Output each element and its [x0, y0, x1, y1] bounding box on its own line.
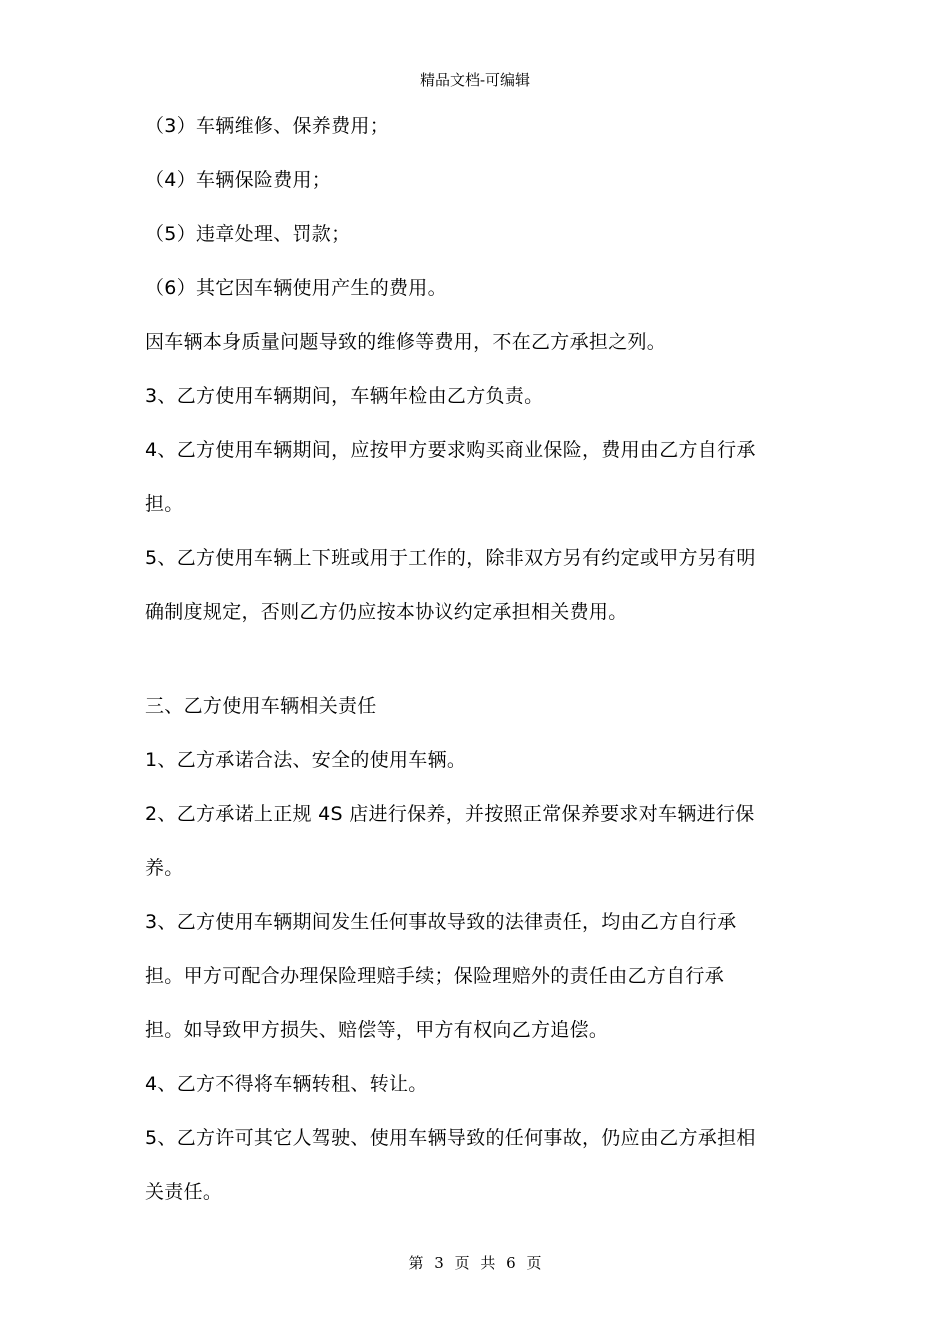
paragraph-line: 4、乙方不得将车辆转租、转让。 — [145, 1073, 428, 1095]
list-item: （3）车辆维修、保养费用； — [145, 115, 389, 137]
paragraph-line: 关责任。 — [145, 1181, 223, 1203]
list-item: （5）违章处理、罚款； — [145, 223, 351, 245]
page-number: 第 3 页 共 6 页 — [408, 1254, 542, 1272]
paragraph-line: 4、乙方使用车辆期间，应按甲方要求购买商业保险，费用由乙方自行承 — [145, 439, 756, 461]
paragraph-line: 担。甲方可配合办理保险理赔手续；保险理赔外的责任由乙方自行承 — [145, 965, 725, 987]
paragraph-line: 5、乙方许可其它人驾驶、使用车辆导致的任何事故，仍应由乙方承担相 — [145, 1127, 756, 1149]
paragraph-line: 因车辆本身质量问题导致的维修等费用，不在乙方承担之列。 — [145, 331, 667, 353]
page-header: 精品文档-可编辑 — [419, 71, 531, 89]
list-item: （4）车辆保险费用； — [145, 169, 332, 191]
paragraph-line: 担。如导致甲方损失、赔偿等，甲方有权向乙方追偿。 — [145, 1019, 609, 1041]
paragraph-line: 2、乙方承诺上正规 4S 店进行保养，并按照正常保养要求对车辆进行保 — [145, 803, 755, 825]
paragraph-line: 养。 — [145, 857, 184, 879]
paragraph-line: 5、乙方使用车辆上下班或用于工作的，除非双方另有约定或甲方另有明 — [145, 547, 756, 569]
paragraph-line: 担。 — [145, 493, 184, 515]
list-item: （6）其它因车辆使用产生的费用。 — [145, 277, 447, 299]
paragraph-line: 1、乙方承诺合法、安全的使用车辆。 — [145, 749, 467, 771]
paragraph-line: 3、乙方使用车辆期间发生任何事故导致的法律责任，均由乙方自行承 — [145, 911, 737, 933]
section-heading: 三、乙方使用车辆相关责任 — [145, 695, 377, 717]
paragraph-line: 确制度规定，否则乙方仍应按本协议约定承担相关费用。 — [145, 601, 628, 623]
paragraph-line: 3、乙方使用车辆期间，车辆年检由乙方负责。 — [145, 385, 544, 407]
